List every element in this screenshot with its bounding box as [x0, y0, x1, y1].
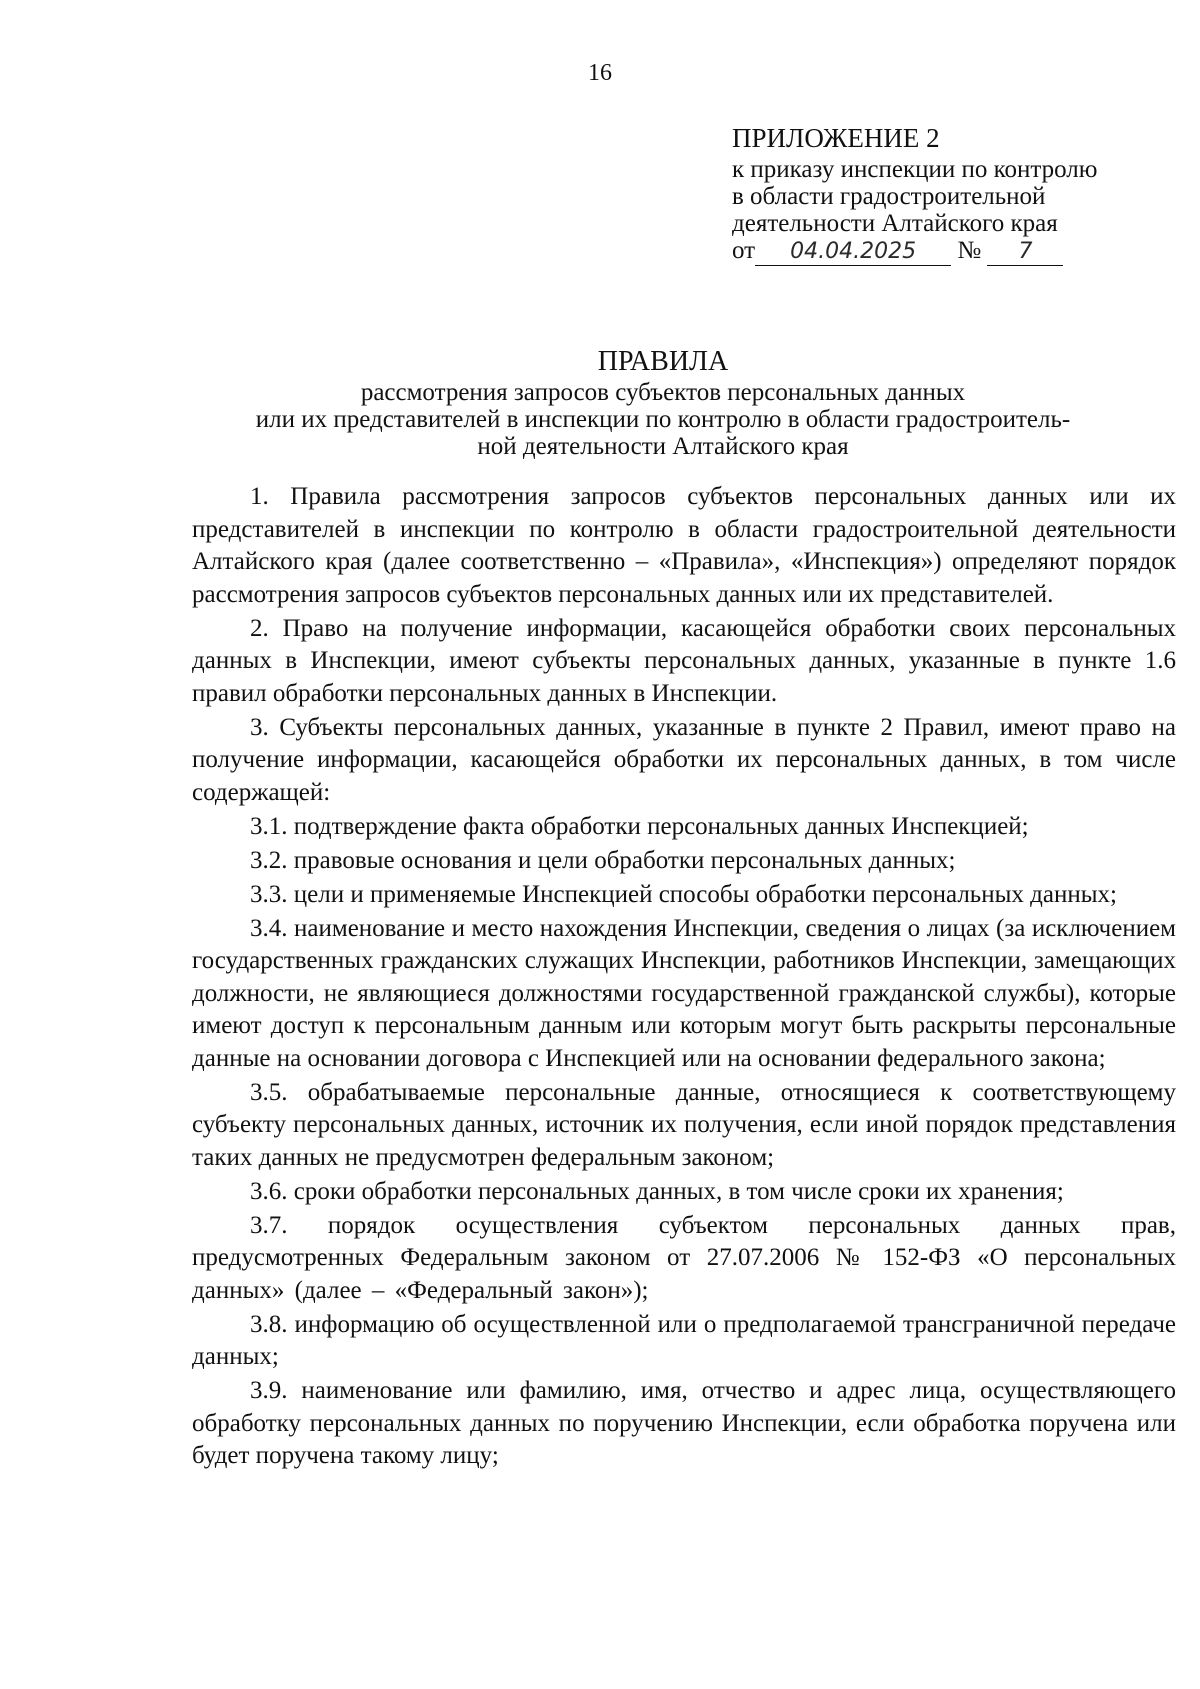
paragraph-3-2: 3.2. правовые основания и цели обработки персональных данных;	[250, 846, 956, 874]
paragraph-1: 1. Правила рассмотрения запросов субъектов персональных данных или их представителей в инспекции по контролю в области градостроительной деятельности Алтайского края (далее соответственно – «Правила», «Инспекция») определяют порядок рассмотрения запросов субъектов персональных данных или их представителей.	[192, 483, 1176, 608]
rules-subtitle-line: рассмотрения запросов субъектов персональных данных	[360, 379, 966, 406]
appendix-header	[732, 122, 1172, 266]
paragraph-3-8: 3.8. информацию об осуществленной или о предполагаемой трансграничной передаче данных;	[192, 1310, 1176, 1370]
page-number: 16	[588, 60, 612, 86]
paragraph-3-5: 3.5. обрабатываемые персональные данные, относящиеся к соответствующему субъекту персональных данных, источник их получения, если иной порядок представления таких данных не предусмотрен федеральным законом;	[192, 1078, 1176, 1171]
appendix-line: к приказу инспекции по контролю	[732, 156, 1098, 183]
rules-title-block	[150, 345, 1176, 460]
paragraph-3-6: 3.6. сроки обработки персональных данных, в том числе сроки их хранения;	[250, 1177, 1064, 1205]
order-date-number-line	[732, 237, 1172, 266]
number-prefix: №	[957, 237, 982, 264]
paragraph-3: 3. Субъекты персональных данных, указанные в пункте 2 Правил, имеют право на получение информации, касающейся обработки их персональных данных, в том числе содержащей:	[192, 713, 1176, 806]
rules-subtitle-line: ной деятельности Алтайского края	[477, 433, 849, 460]
date-prefix: от	[732, 237, 756, 264]
body-text	[192, 481, 1176, 1474]
paragraph-2: 2. Право на получение информации, касающейся обработки своих персональных данных в Инспекции, имеют субъекты персональных данных, указанные в пункте 1.6 правил обработки персональных данных в Инспекции.	[192, 614, 1176, 707]
paragraph-3-3: 3.3. цели и применяемые Инспекцией способы обработки персональных данных;	[250, 880, 1117, 908]
handwritten-number: 7	[987, 239, 1063, 266]
rules-title: ПРАВИЛА	[597, 346, 729, 377]
paragraph-3-1: 3.1. подтверждение факта обработки персональных данных Инспекцией;	[250, 812, 1029, 840]
appendix-title: ПРИЛОЖЕНИЕ 2	[732, 123, 940, 153]
paragraph-3-4: 3.4. наименование и место нахождения Инспекции, сведения о лицах (за исключением государственных гражданских служащих Инспекции, работников Инспекции, замещающих должности, не являющиеся должностями государственной гражданской службы), которые имеют доступ к персональным данным или которым могут быть раскрыты персональные данные на основании договора с Инспекцией или на основании федерального закона;	[192, 914, 1176, 1072]
paragraph-3-9: 3.9. наименование или фамилию, имя, отчество и адрес лица, осуществляющего обработку персональных данных по поручению Инспекции, если обработка поручена или будет поручена такому лицу;	[192, 1377, 1176, 1469]
appendix-line: деятельности Алтайского края	[732, 210, 1058, 237]
paragraph-3-7: 3.7. порядок осуществления субъектом персональных данных прав, предусмотренных Федеральным законом от 27.07.2006 № 152-ФЗ «О персональных данных» (далее – «Федеральный закон»);	[192, 1211, 1176, 1304]
appendix-line: в области градостроительной	[732, 183, 1046, 210]
rules-subtitle-line: или их представителей в инспекции по контролю в области градостроитель-	[255, 406, 1071, 433]
handwritten-date: 04.04.2025	[755, 239, 951, 266]
